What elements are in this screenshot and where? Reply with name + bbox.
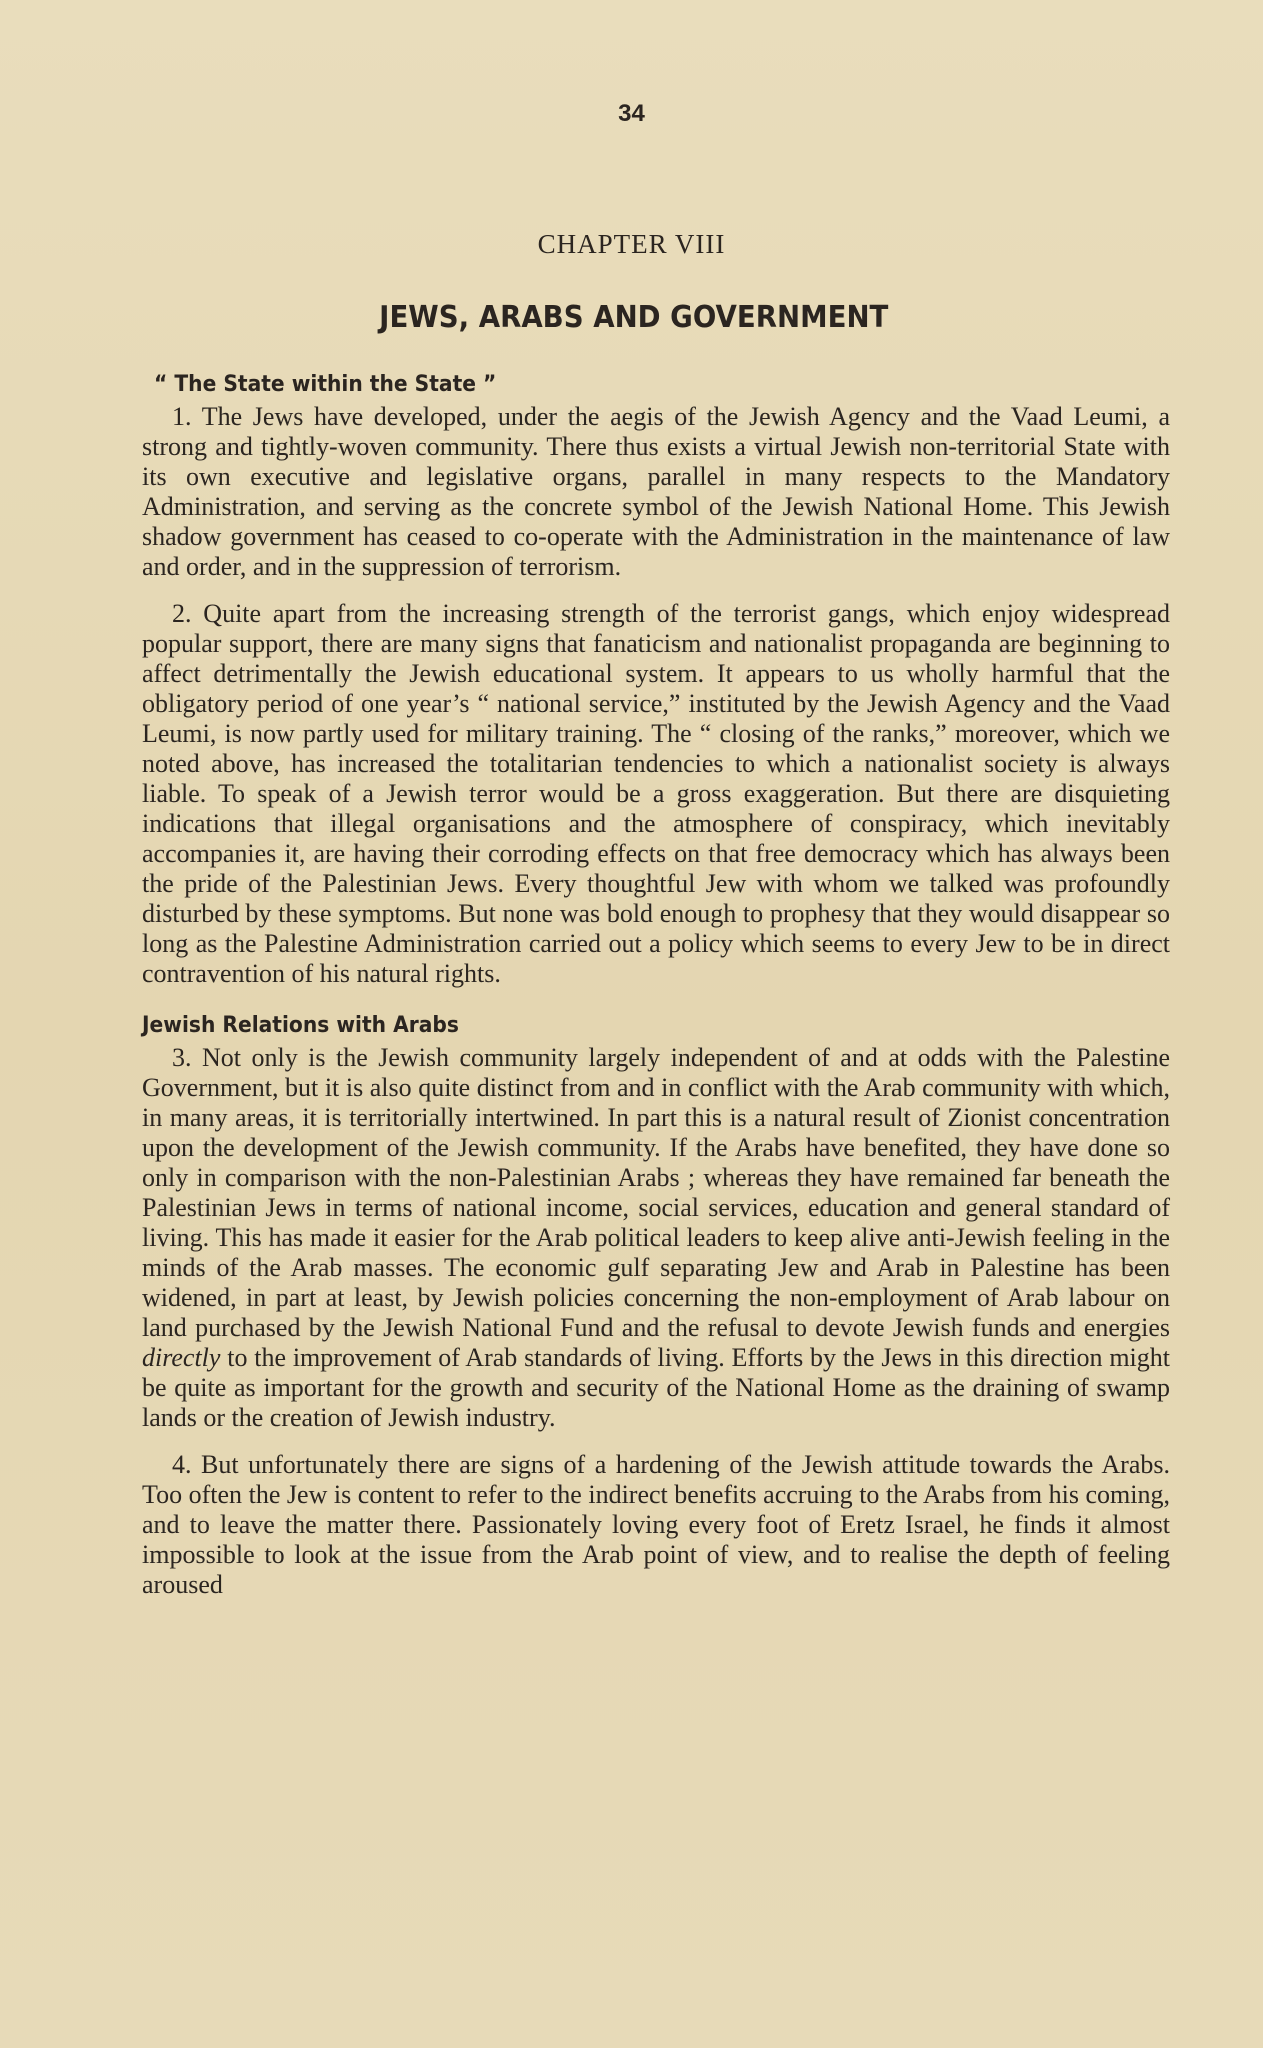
chapter-title: JEWS, ARABS AND GOVERNMENT [379,300,889,335]
paragraph: 1. The Jews have developed, under the aegis of the Jewish Agency and the Vaad Leumi, a strong and tightly-woven community. There thus exists a virtual Jewish non-territorial State with its own executive and legislative organs, parallel in many respects to the Mandatory Administration, and serving as the concrete symbol of the Jewish National Home. This Jewish shadow government has ceased to co-operate with the Administration in the maintenance of law and order, and in the suppression of terrorism. [142,402,1170,581]
body-text [142,372,1170,1600]
emphasis: directly [142,1343,221,1372]
chapter-label: CHAPTER VIII [537,229,726,259]
section-heading: Jewish Relations with Arabs [142,1013,459,1038]
page-number: 34 [618,100,645,127]
paragraph: 2. Quite apart from the increasing strength of the terrorist gangs, which enjoy widespread popular support, there are many signs that fanaticism and nationalist propaganda are beginning to affect detrimentally the Jewish educational system. It appears to us wholly harmful that the obligatory period of one year’s “ national service,” instituted by the Jewish Agency and the Vaad Leumi, is now partly used for military training. The “ closing of the ranks,” moreover, which we noted above, has increased the totalitarian tendencies to which a nationalist society is always liable. To speak of a Jewish terror would be a gross exaggeration. But there are disquieting indications that illegal organisations and the atmosphere of conspiracy, which inevitably accompanies it, are having their corroding effects on that free democracy which has always been the pride of the Palestinian Jews. Every thoughtful Jew with whom we talked was profoundly disturbed by these symptoms. But none was bold enough to prophesy that they would disappear so long as the Palestine Administration carried out a policy which seems to every Jew to be in direct contravention of his natural rights. [142,599,1170,988]
paragraph: 4. But unfortunately there are signs of a hardening of the Jewish attitude towards the Arabs. Too often the Jew is content to refer to the indirect benefits accruing to the Arabs from his coming, and to leave the matter there. Passionately loving every foot of Eretz Israel, he finds it almost impossible to look at the issue from the Arab point of view, and to realise the depth of feeling aroused [142,1450,1170,1599]
paragraph: 3. Not only is the Jewish community largely independent of and at odds with the Palestine Government, but it is also quite distinct from and in conflict with the Arab community with which, in many areas, it is territorially intertwined. In part this is a natural result of Zionist concentration upon the development of the Jewish community. If the Arabs have benefited, they have done so only in comparison with the non-Palestinian Arabs ; whereas they have remained far beneath the Palestinian Jews in terms of national income, social services, education and general standard of living. This has made it easier for the Arab political leaders to keep alive anti-Jewish feeling in the minds of the Arab masses. The economic gulf separating Jew and Arab in Palestine has been widened, in part at least, by Jewish policies concerning the non-employment of Arab labour on land purchased by the Jewish National Fund and the refusal to devote Jewish funds and energies directly to the improvement of Arab standards of living. Efforts by the Jews in this direction might be quite as important for the growth and security of the National Home as the draining of swamp lands or the creation of Jewish industry. [142,1043,1170,1432]
section-heading: “ The State within the State ” [154,372,497,397]
